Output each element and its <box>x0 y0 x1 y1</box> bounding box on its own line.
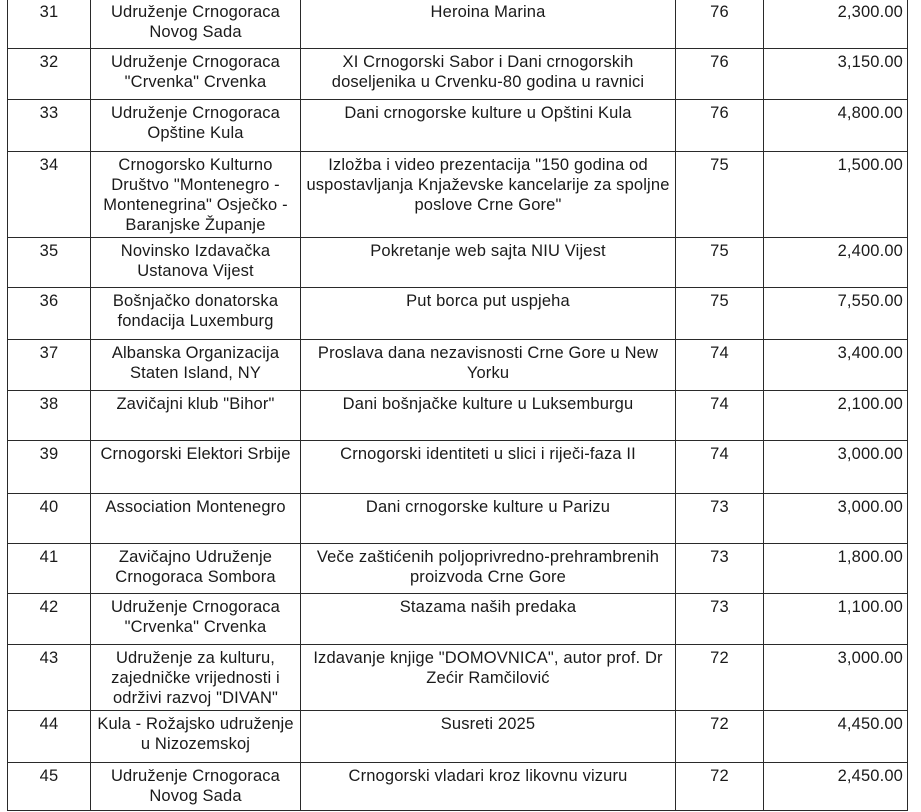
row-number-cell: 45 <box>8 763 91 811</box>
table-row <box>8 645 908 711</box>
row-number-cell: 40 <box>8 494 91 544</box>
table-row <box>8 544 908 594</box>
grants-table <box>7 0 908 811</box>
organization-name-cell: Zavičajni klub "Bihor" <box>91 391 301 441</box>
amount-cell: 3,400.00 <box>764 340 908 391</box>
amount-cell: 3,000.00 <box>764 494 908 544</box>
project-title-cell: Izložba i video prezentacija "150 godina od uspostavljanja Knjaževske kancelarije za spoljne poslove Crne Gore" <box>301 152 676 238</box>
score-cell: 75 <box>676 152 764 238</box>
table-row <box>8 441 908 494</box>
amount-cell: 4,450.00 <box>764 711 908 763</box>
row-number-cell: 43 <box>8 645 91 711</box>
table-row <box>8 340 908 391</box>
row-number-cell: 39 <box>8 441 91 494</box>
table-row <box>8 49 908 100</box>
organization-name-cell: Kula - Rožajsko udruženje u Nizozemskoj <box>91 711 301 763</box>
table-row <box>8 763 908 811</box>
score-cell: 74 <box>676 340 764 391</box>
row-number-cell: 31 <box>8 0 91 49</box>
project-title-cell: Proslava dana nezavisnosti Crne Gore u New Yorku <box>301 340 676 391</box>
project-title-cell: Pokretanje web sajta NIU Vijest <box>301 238 676 288</box>
table-row <box>8 494 908 544</box>
organization-name-cell: Udruženje za kulturu, zajedničke vrijednosti i održivi razvoj "DIVAN" <box>91 645 301 711</box>
amount-cell: 3,000.00 <box>764 441 908 494</box>
score-cell: 76 <box>676 100 764 152</box>
organization-name-cell: Bošnjačko donatorska fondacija Luxemburg <box>91 288 301 340</box>
table-row <box>8 100 908 152</box>
project-title-cell: Put borca put uspjeha <box>301 288 676 340</box>
amount-cell: 3,000.00 <box>764 645 908 711</box>
organization-name-cell: Udruženje Crnogoraca "Crvenka" Crvenka <box>91 594 301 645</box>
project-title-cell: XI Crnogorski Sabor i Dani crnogorskih doseljenika u Crvenku-80 godina u ravnici <box>301 49 676 100</box>
score-cell: 74 <box>676 441 764 494</box>
row-number-cell: 36 <box>8 288 91 340</box>
score-cell: 75 <box>676 238 764 288</box>
row-number-cell: 44 <box>8 711 91 763</box>
row-number-cell: 33 <box>8 100 91 152</box>
project-title-cell: Crnogorski identiteti u slici i riječi-faza II <box>301 441 676 494</box>
score-cell: 72 <box>676 711 764 763</box>
project-title-cell: Izdavanje knjige "DOMOVNICA", autor prof. Dr Zećir Ramčilović <box>301 645 676 711</box>
score-cell: 76 <box>676 0 764 49</box>
amount-cell: 1,100.00 <box>764 594 908 645</box>
table-row <box>8 594 908 645</box>
row-number-cell: 37 <box>8 340 91 391</box>
project-title-cell: Crnogorski vladari kroz likovnu vizuru <box>301 763 676 811</box>
score-cell: 75 <box>676 288 764 340</box>
table-row <box>8 238 908 288</box>
amount-cell: 2,100.00 <box>764 391 908 441</box>
amount-cell: 4,800.00 <box>764 100 908 152</box>
amount-cell: 1,800.00 <box>764 544 908 594</box>
project-title-cell: Veče zaštićenih poljoprivredno-prehrambrenih proizvoda Crne Gore <box>301 544 676 594</box>
project-title-cell: Susreti 2025 <box>301 711 676 763</box>
organization-name-cell: Udruženje Crnogoraca "Crvenka" Crvenka <box>91 49 301 100</box>
grants-table-body <box>8 0 908 811</box>
table-row <box>8 288 908 340</box>
amount-cell: 2,450.00 <box>764 763 908 811</box>
amount-cell: 7,550.00 <box>764 288 908 340</box>
score-cell: 72 <box>676 763 764 811</box>
organization-name-cell: Novinsko Izdavačka Ustanova Vijest <box>91 238 301 288</box>
organization-name-cell: Udruženje Crnogoraca Novog Sada <box>91 763 301 811</box>
table-row <box>8 391 908 441</box>
organization-name-cell: Udruženje Crnogoraca Opštine Kula <box>91 100 301 152</box>
score-cell: 76 <box>676 49 764 100</box>
project-title-cell: Stazama naših predaka <box>301 594 676 645</box>
amount-cell: 1,500.00 <box>764 152 908 238</box>
table-row <box>8 0 908 49</box>
table-row <box>8 711 908 763</box>
project-title-cell: Dani bošnjačke kulture u Luksemburgu <box>301 391 676 441</box>
amount-cell: 2,400.00 <box>764 238 908 288</box>
row-number-cell: 35 <box>8 238 91 288</box>
table-row <box>8 152 908 238</box>
row-number-cell: 34 <box>8 152 91 238</box>
organization-name-cell: Udruženje Crnogoraca Novog Sada <box>91 0 301 49</box>
row-number-cell: 38 <box>8 391 91 441</box>
organization-name-cell: Zavičajno Udruženje Crnogoraca Sombora <box>91 544 301 594</box>
organization-name-cell: Association Montenegro <box>91 494 301 544</box>
row-number-cell: 41 <box>8 544 91 594</box>
score-cell: 74 <box>676 391 764 441</box>
project-title-cell: Dani crnogorske kulture u Parizu <box>301 494 676 544</box>
organization-name-cell: Albanska Organizacija Staten Island, NY <box>91 340 301 391</box>
score-cell: 73 <box>676 594 764 645</box>
row-number-cell: 42 <box>8 594 91 645</box>
project-title-cell: Dani crnogorske kulture u Opštini Kula <box>301 100 676 152</box>
row-number-cell: 32 <box>8 49 91 100</box>
score-cell: 73 <box>676 494 764 544</box>
organization-name-cell: Crnogorski Elektori Srbije <box>91 441 301 494</box>
project-title-cell: Heroina Marina <box>301 0 676 49</box>
amount-cell: 3,150.00 <box>764 49 908 100</box>
score-cell: 73 <box>676 544 764 594</box>
score-cell: 72 <box>676 645 764 711</box>
amount-cell: 2,300.00 <box>764 0 908 49</box>
organization-name-cell: Crnogorsko Kulturno Društvo "Montenegro - Montenegrina" Osječko - Baranjske Županje <box>91 152 301 238</box>
